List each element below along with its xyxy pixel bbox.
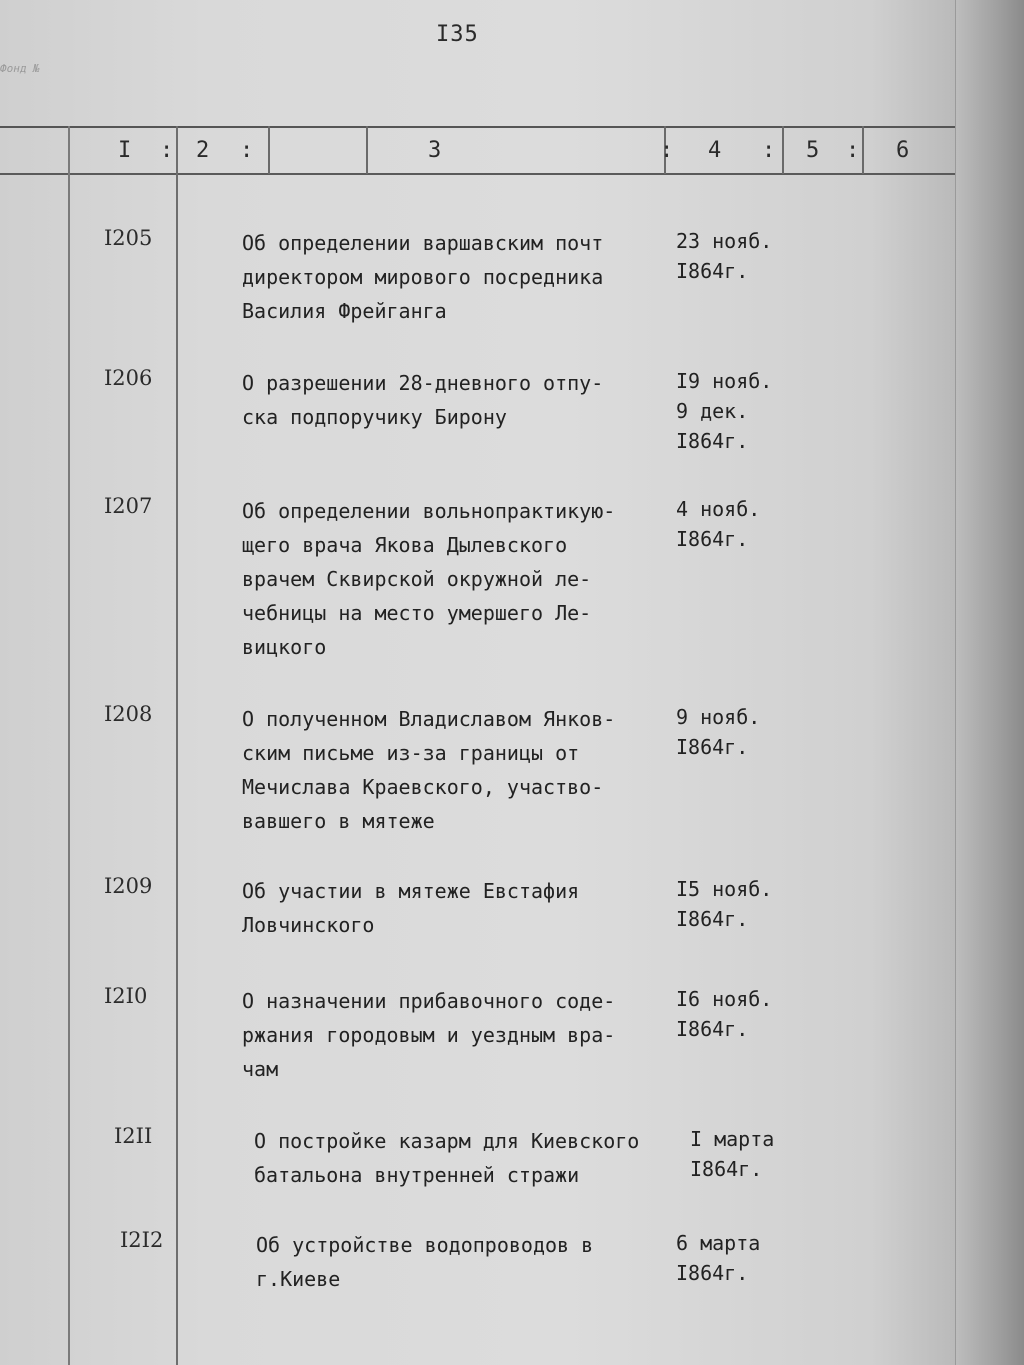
column-number-header <box>0 138 955 168</box>
entry-number: I2I2 <box>120 1228 164 1252</box>
column-separator: : <box>160 138 174 163</box>
entry-number: I2I0 <box>104 984 148 1008</box>
column-number-2: 2 <box>196 138 210 163</box>
entry-number: I206 <box>104 366 153 390</box>
entry-title: Об устройстве водопроводов в г.Киеве <box>256 1233 594 1291</box>
page-number: I35 <box>436 22 479 47</box>
column-rule-2 <box>176 126 178 1365</box>
entry-number: I2II <box>114 1124 153 1148</box>
entry-date: I5 нояб. I864г. <box>676 877 773 931</box>
entry-date: 23 нояб. I864г. <box>676 229 773 283</box>
column-separator: : <box>762 138 776 163</box>
entry-date: 4 нояб. I864г. <box>676 497 761 551</box>
entry-number: I205 <box>104 226 153 250</box>
column-number-5: 5 <box>806 138 820 163</box>
column-number-6: 6 <box>896 138 910 163</box>
entry-title: О полученном Владиславом Янков- ским письме из-за границы от Мечислава Краевского, участво- вавшего в мятеже <box>242 707 616 833</box>
entry-date: 6 марта I864г. <box>676 1231 761 1285</box>
entry-number: I207 <box>104 494 153 518</box>
entry-title: Об определении вольнопрактикую- щего врача Якова Дылевского врачем Сквирской окружной ле- чебницы на место умершего Ле- вицкого <box>242 499 616 659</box>
entry-date: 9 нояб. I864г. <box>676 705 761 759</box>
entry-date: I6 нояб. I864г. <box>676 987 773 1041</box>
faint-fond-label: Фонд № <box>0 62 40 75</box>
next-sheet-edge <box>955 0 1024 1365</box>
entry-title: Об определении варшавским почт директором мирового посредника Василия Фрейганга <box>242 231 604 323</box>
column-separator: : <box>660 138 674 163</box>
entry-date: I9 нояб. 9 дек. I864г. <box>676 369 773 453</box>
entry-title: Об участии в мятеже Евстафия Ловчинского <box>242 879 580 937</box>
header-top-rule <box>0 126 955 128</box>
entry-title: О назначении прибавочного соде- ржания городовым и уездным вра- чам <box>242 989 616 1081</box>
header-bottom-rule <box>0 173 955 175</box>
entry-title: О постройке казарм для Киевского батальона внутренней стражи <box>254 1129 640 1187</box>
column-rule-1 <box>68 126 70 1365</box>
column-separator: : <box>846 138 860 163</box>
column-number-3: 3 <box>428 138 442 163</box>
entry-title: О разрешении 28-дневного отпу- ска подпоручику Бирону <box>242 371 604 429</box>
entry-number: I208 <box>104 702 153 726</box>
entry-number: I209 <box>104 874 153 898</box>
column-separator: : <box>240 138 254 163</box>
entry-date: I марта I864г. <box>690 1127 775 1181</box>
column-number-4: 4 <box>708 138 722 163</box>
column-number-1: I <box>118 138 132 163</box>
